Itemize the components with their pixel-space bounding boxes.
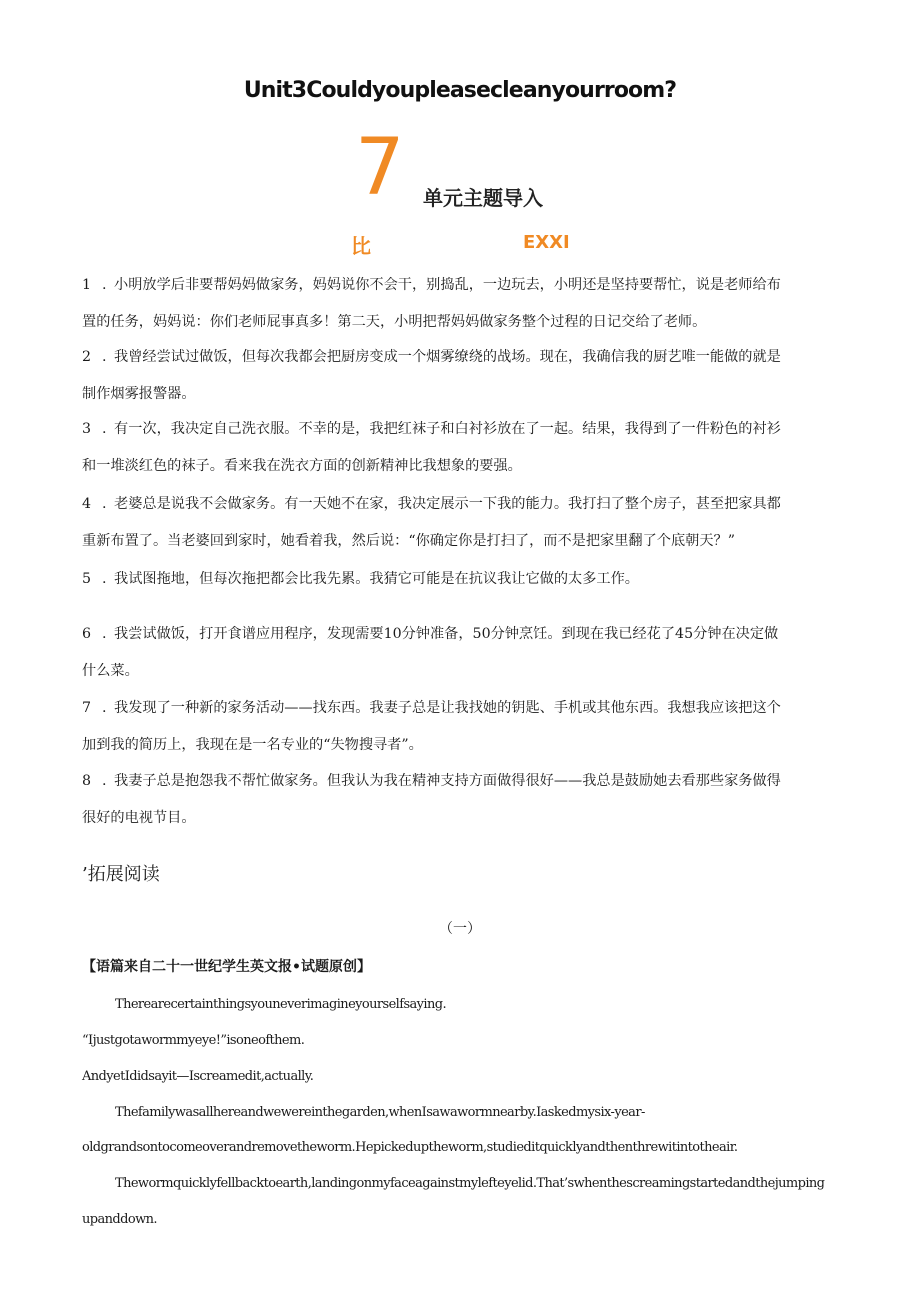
document-title: Unit3Couldyoupleasecleanyourroom? xyxy=(243,78,677,103)
section-heading: ’拓展阅读 xyxy=(82,864,160,885)
passage-paragraph: Therearecertainthingsyouneverimagineyourselfsaying. xyxy=(115,997,447,1012)
item-text: 我试图拖地，但每次拖把都会比我先累。我猜它可能是在抗议我让它做的太多工作。 xyxy=(114,571,639,587)
item-dot: . xyxy=(102,277,107,293)
item-dot: . xyxy=(102,496,107,512)
item-number: 2 xyxy=(82,349,92,365)
item-text: 我妻子总是抱怨我不帮忙做家务。但我认为我在精神支持方面做得很好——我总是鼓励她去看那些家务做得 xyxy=(114,773,781,789)
list-item xyxy=(82,411,840,485)
item-number: 7 xyxy=(82,700,92,716)
item-text: 小明放学后非要帮妈妈做家务，妈妈说你不会干，别捣乱，一边玩去，小明还是坚持要帮忙，说是老师给布 xyxy=(114,277,781,293)
section-number: （一） xyxy=(439,921,481,937)
item-text-continued: 重新布置了。当老婆回到家时，她看着我，然后说：“你确定你是打扫了，而不是把家里翻了个底朝天？” xyxy=(82,533,735,549)
list-item xyxy=(82,486,840,560)
passage-paragraph-continued: oldgrandsontocomeoverandremovetheworm.Hepickeduptheworm,studieditquicklyandthenthrewitintotheair. xyxy=(82,1140,738,1155)
item-number: 3 xyxy=(82,421,92,437)
item-number: 6 xyxy=(82,626,92,642)
decorative-label-left: 比 xyxy=(351,234,371,258)
item-text-continued: 什么菜。 xyxy=(82,663,139,679)
list-item-line1 xyxy=(82,763,840,800)
source-label: 【语篇来自二十一世纪学生英文报•试题原创】 xyxy=(82,959,371,975)
list-item xyxy=(82,616,840,690)
list-item xyxy=(82,690,840,764)
item-number: 1 xyxy=(82,277,92,293)
item-dot: . xyxy=(102,421,107,437)
item-text-continued: 加到我的简历上，我现在是一名专业的“失物搜寻者”。 xyxy=(82,737,423,753)
list-item-line1 xyxy=(82,267,840,304)
item-text: 老婆总是说我不会做家务。有一天她不在家，我决定展示一下我的能力。我打扫了整个房子，甚至把家具都 xyxy=(114,496,781,512)
list-item xyxy=(82,339,840,413)
decorative-label-right: EXXI xyxy=(523,232,570,253)
passage-paragraph: Thewormquicklyfellbacktoearth,landingonmyfaceagainstmylefteyelid.That’swhenthescreamingstartedandthejumping xyxy=(115,1176,825,1191)
passage-paragraph: Thefamilywasallhereandwewereinthegarden,whenIsawawormnearby.Iaskedmysix-year- xyxy=(115,1105,645,1120)
item-text: 我发现了一种新的家务活动——找东西。我妻子总是让我找她的钥匙、手机或其他东西。我想我应该把这个 xyxy=(114,700,781,716)
unit-theme-heading: 单元主题导入 xyxy=(423,186,543,210)
passage-paragraph: AndyetIdidsayit—Iscreamedit,actually. xyxy=(82,1069,314,1084)
item-text: 我尝试做饭，打开食谱应用程序，发现需要10分钟准备，50分钟烹饪。到现在我已经花了45分钟在决定做 xyxy=(114,626,779,642)
list-item-line1 xyxy=(82,339,840,376)
item-number: 8 xyxy=(82,773,92,789)
list-item-line1 xyxy=(82,561,840,598)
item-text-continued: 和一堆淡红色的袜子。看来我在洗衣方面的创新精神比我想象的要强。 xyxy=(82,458,522,474)
passage-paragraph: “Ijustgotawormmyeye!”isoneofthem. xyxy=(82,1033,305,1048)
item-text: 我曾经尝试过做饭，但每次我都会把厨房变成一个烟雾缭绕的战场。现在，我确信我的厨艺唯一能做的就是 xyxy=(114,349,781,365)
item-text: 有一次，我决定自己洗衣服。不幸的是，我把红袜子和白衬衫放在了一起。结果，我得到了一件粉色的衬衫 xyxy=(114,421,781,437)
list-item xyxy=(82,267,840,341)
item-dot: . xyxy=(102,626,107,642)
item-number: 5 xyxy=(82,571,92,587)
item-dot: . xyxy=(102,349,107,365)
unit-number: 7 xyxy=(355,123,405,213)
item-text-continued: 制作烟雾报警器。 xyxy=(82,386,196,402)
item-text-continued: 置的任务，妈妈说：你们老师屁事真多！第二天，小明把帮妈妈做家务整个过程的日记交给了老师。 xyxy=(82,314,707,330)
item-dot: . xyxy=(102,773,107,789)
item-number: 4 xyxy=(82,496,92,512)
list-item-line1 xyxy=(82,690,840,727)
item-dot: . xyxy=(102,700,107,716)
list-item-line1 xyxy=(82,486,840,523)
passage-paragraph-continued: upanddown. xyxy=(82,1212,157,1227)
item-dot: . xyxy=(102,571,107,587)
list-item xyxy=(82,763,840,837)
list-item-line1 xyxy=(82,411,840,448)
list-item-line1 xyxy=(82,616,840,653)
item-text-continued: 很好的电视节目。 xyxy=(82,810,196,826)
list-item xyxy=(82,561,840,598)
